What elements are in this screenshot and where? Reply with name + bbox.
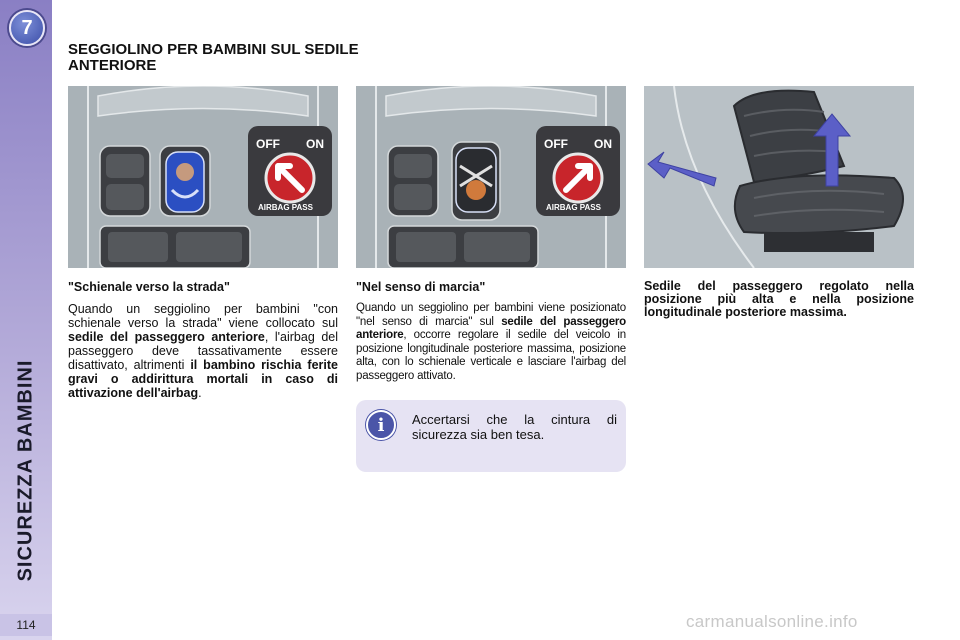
rear-facing-heading: "Schienale verso la strada" [68, 280, 230, 294]
switch-on-label-2: ON [594, 137, 612, 151]
section-title: SEGGIOLINO PER BAMBINI SUL SEDILE ANTERIORE [68, 41, 359, 74]
info-icon: i [366, 410, 396, 440]
switch-on-label: ON [306, 137, 324, 151]
chapter-number: 7 [21, 16, 33, 39]
page-number-text: 114 [16, 618, 36, 632]
seat-adjust-text: Sedile del passeggero regolato nella posizione più alta e nella posizione longitudinale posteriore massima. [644, 279, 914, 319]
rear-facing-bold-1: sedile del passeggero anteriore [68, 330, 265, 344]
rear-facing-text-3: . [198, 386, 202, 400]
chapter-sidebar [0, 0, 52, 640]
forward-facing-text-2: , occorre regolare il sedile del veicolo in posizione longitudinale posteriore massima, posizione alta, con lo schienale verticale e lasciare l'airbag del passeggero attivato. [356, 329, 626, 382]
info-box [356, 400, 626, 472]
rear-facing-text-1: Quando un seggiolino per bambini "con schienale verso la strada" viene collocato sul [68, 302, 338, 330]
rear-facing-text-2: , l'airbag del passeggero deve tassativamente essere disattivato, altrimenti [68, 330, 339, 372]
forward-facing-text-1: Quando un seggiolino per bambini viene posizionato "nel senso di marcia" sul [356, 302, 626, 328]
forward-facing-paragraph [356, 302, 626, 383]
chapter-number-badge [9, 10, 45, 46]
chapter-title [6, 340, 46, 600]
rear-facing-bold-2: il bambino rischia ferite gravi o addirittura mortali in caso di attivazione dell'airbag [68, 358, 338, 400]
switch-caption: AIRBAG PASS [258, 203, 313, 212]
watermark: carmanualsonline.info [686, 612, 858, 631]
figure-forward-facing [356, 86, 626, 268]
page-number [0, 614, 52, 636]
forward-facing-illustration [356, 86, 626, 268]
rear-facing-section [68, 280, 338, 400]
forward-facing-section [356, 280, 626, 383]
seat-adjust-section [644, 280, 914, 319]
rear-facing-paragraph [68, 302, 338, 400]
switch-off-label: OFF [256, 137, 280, 151]
switch-off-label-2: OFF [544, 137, 568, 151]
figure-seat-adjustment [644, 86, 914, 268]
chapter-title-text: SICUREZZA BAMBINI [14, 359, 37, 581]
seat-adjustment-illustration [644, 86, 914, 268]
forward-facing-bold-1: sedile del passeggero anteriore [356, 315, 626, 341]
rear-facing-illustration [68, 86, 338, 268]
switch-caption-2: AIRBAG PASS [546, 203, 601, 212]
forward-facing-heading: "Nel senso di marcia" [356, 280, 486, 294]
info-text: Accertarsi che la cintura di sicurezza sia ben tesa. [412, 412, 617, 442]
figure-rear-facing [68, 86, 338, 268]
